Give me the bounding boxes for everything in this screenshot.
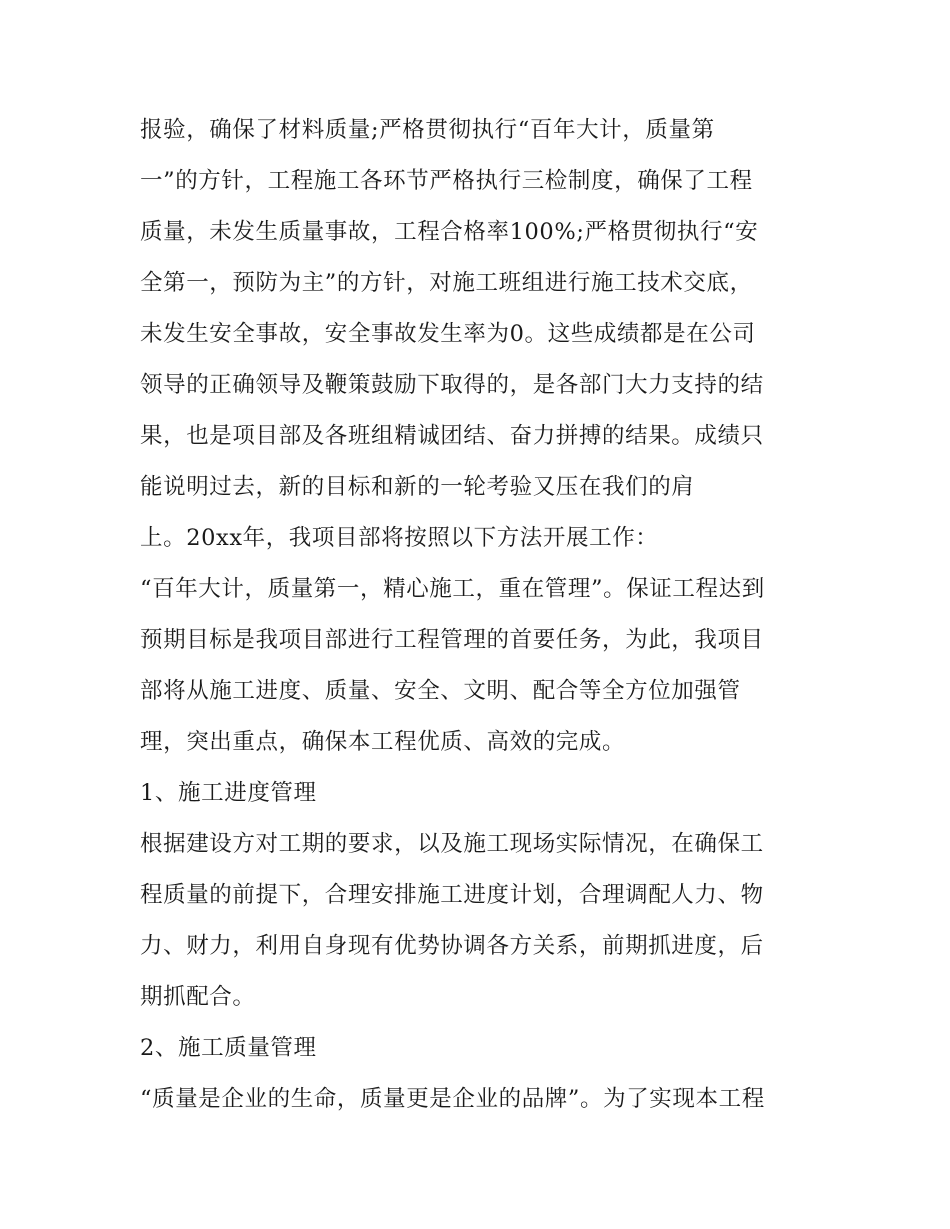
text-line: “质量是企业的生命，质量更是企业的品牌”。为了实现本工程 (140, 1086, 765, 1112)
text-line: 预期目标是我项目部进行工程管理的首要任务，为此，我项目 (140, 627, 764, 653)
section-heading-quality: 2、施工质量管理 (140, 1035, 317, 1061)
text-line: 程质量的前提下，合理安排施工进度计划，合理调配人力、物 (140, 882, 764, 908)
text-line: 能说明过去，新的目标和新的一轮考验又压在我们的肩 (140, 474, 695, 500)
text-line: 理，突出重点，确保本工程优质、高效的完成。 (140, 729, 626, 755)
text-line: “百年大计，质量第一，精心施工，重在管理”。保证工程达到 (140, 576, 765, 602)
text-line: 力、财力，利用自身现有优势协调各方关系，前期抓进度，后 (140, 933, 764, 959)
text-line: 质量，未发生质量事故，工程合格率100%;严格贯彻执行“安 (140, 219, 759, 245)
text-line: 报验，确保了材料质量;严格贯彻执行“百年大计，质量第 (140, 117, 715, 143)
text-line: 领导的正确领导及鞭策鼓励下取得的，是各部门大力支持的结 (140, 372, 764, 398)
text-line: 全第一，预防为主”的方针，对施工班组进行施工技术交底， (140, 270, 753, 296)
text-line: 未发生安全事故，安全事故发生率为0。这些成绩都是在公司 (140, 321, 756, 347)
text-line: 上。20xx年，我项目部将按照以下方法开展工作： (140, 525, 659, 551)
text-line: 根据建设方对工期的要求，以及施工现场实际情况，在确保工 (140, 831, 764, 857)
text-line: 果，也是项目部及各班组精诚团结、奋力拼搏的结果。成绩只 (140, 423, 764, 449)
text-line: 期抓配合。 (140, 984, 256, 1010)
section-heading-schedule: 1、施工进度管理 (140, 780, 317, 806)
document-body (140, 105, 830, 1125)
text-line: 一”的方针，工程施工各环节严格执行三检制度，确保了工程 (140, 168, 753, 194)
text-line: 部将从施工进度、质量、安全、文明、配合等全方位加强管 (140, 678, 741, 704)
